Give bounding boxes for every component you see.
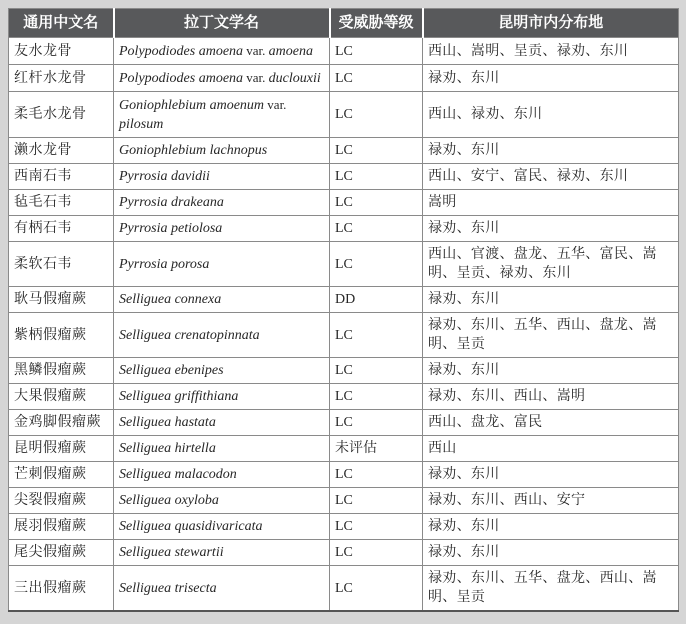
distribution-cell: 西山、禄劝、东川 [423,92,679,138]
latin-name-cell: Selliguea oxyloba [114,488,330,514]
table-row [9,410,679,436]
threat-level-cell: LC [330,138,423,164]
threat-level-cell: LC [330,242,423,287]
latin-name-cell: Pyrrosia petiolosa [114,216,330,242]
threat-level-cell: LC [330,216,423,242]
header-threat-level: 受威胁等级 [330,9,423,38]
common-name-cell: 柔毛水龙骨 [9,92,114,138]
threat-level-cell: LC [330,38,423,65]
distribution-cell: 西山、嵩明、呈贡、禄劝、东川 [423,38,679,65]
common-name-cell: 三出假瘤蕨 [9,566,114,612]
latin-name-cell: Selliguea malacodon [114,462,330,488]
latin-name-cell: Polypodiodes amoena var. duclouxii [114,65,330,92]
table-row [9,436,679,462]
common-name-cell: 紫柄假瘤蕨 [9,313,114,358]
common-name-cell: 红杆水龙骨 [9,65,114,92]
distribution-cell: 禄劝、东川 [423,462,679,488]
distribution-cell: 禄劝、东川、五华、西山、盘龙、嵩明、呈贡 [423,313,679,358]
latin-name-cell: Goniophlebium lachnopus [114,138,330,164]
common-name-cell: 大果假瘤蕨 [9,384,114,410]
distribution-cell: 西山、官渡、盘龙、五华、富民、嵩明、呈贡、禄劝、东川 [423,242,679,287]
common-name-cell: 金鸡脚假瘤蕨 [9,410,114,436]
distribution-cell: 禄劝、东川 [423,358,679,384]
distribution-cell: 禄劝、东川、西山、嵩明 [423,384,679,410]
common-name-cell: 有柄石韦 [9,216,114,242]
latin-name-cell: Polypodiodes amoena var. amoena [114,38,330,65]
latin-name-cell: Selliguea griffithiana [114,384,330,410]
latin-name-cell: Selliguea quasidivaricata [114,514,330,540]
header-common-name: 通用中文名 [9,9,114,38]
threat-level-cell: LC [330,410,423,436]
distribution-cell: 西山、盘龙、富民 [423,410,679,436]
table-row [9,358,679,384]
latin-name-cell: Selliguea crenatopinnata [114,313,330,358]
common-name-cell: 昆明假瘤蕨 [9,436,114,462]
latin-name-cell: Goniophlebium amoenum var. pilosum [114,92,330,138]
threat-level-cell: LC [330,488,423,514]
latin-name-cell: Pyrrosia davidii [114,164,330,190]
distribution-cell: 西山、安宁、富民、禄劝、东川 [423,164,679,190]
common-name-cell: 黑鳞假瘤蕨 [9,358,114,384]
table-body [9,38,679,612]
distribution-cell: 禄劝、东川 [423,514,679,540]
threat-level-cell: LC [330,358,423,384]
common-name-cell: 展羽假瘤蕨 [9,514,114,540]
threat-level-cell: LC [330,313,423,358]
distribution-cell: 禄劝、东川 [423,540,679,566]
distribution-cell: 禄劝、东川、五华、盘龙、西山、嵩明、呈贡 [423,566,679,612]
distribution-cell: 禄劝、东川、西山、安宁 [423,488,679,514]
threat-level-cell: LC [330,190,423,216]
latin-name-cell: Pyrrosia drakeana [114,190,330,216]
threat-level-cell: LC [330,65,423,92]
common-name-cell: 尖裂假瘤蕨 [9,488,114,514]
latin-name-cell: Selliguea trisecta [114,566,330,612]
table-row [9,540,679,566]
common-name-cell: 芒刺假瘤蕨 [9,462,114,488]
threat-level-cell: 未评估 [330,436,423,462]
species-table [8,8,679,612]
table-row [9,138,679,164]
header-row [9,9,679,38]
table-row [9,190,679,216]
threat-level-cell: LC [330,384,423,410]
latin-name-cell: Selliguea connexa [114,287,330,313]
distribution-cell: 禄劝、东川 [423,138,679,164]
common-name-cell: 西南石韦 [9,164,114,190]
distribution-cell: 禄劝、东川 [423,287,679,313]
common-name-cell: 友水龙骨 [9,38,114,65]
distribution-cell: 禄劝、东川 [423,65,679,92]
distribution-cell: 西山 [423,436,679,462]
threat-level-cell: LC [330,566,423,612]
table-row [9,65,679,92]
table-row [9,384,679,410]
table-row [9,287,679,313]
threat-level-cell: LC [330,164,423,190]
latin-name-cell: Selliguea hirtella [114,436,330,462]
threat-level-cell: LC [330,462,423,488]
common-name-cell: 柔软石韦 [9,242,114,287]
common-name-cell: 尾尖假瘤蕨 [9,540,114,566]
header-latin-name: 拉丁文学名 [114,9,330,38]
threat-level-cell: DD [330,287,423,313]
table-row [9,38,679,65]
distribution-cell: 嵩明 [423,190,679,216]
common-name-cell: 濑水龙骨 [9,138,114,164]
table-row [9,216,679,242]
table-row [9,92,679,138]
table-row [9,462,679,488]
table-row [9,313,679,358]
threat-level-cell: LC [330,514,423,540]
header-distribution: 昆明市内分布地 [423,9,679,38]
threat-level-cell: LC [330,540,423,566]
table-row [9,566,679,612]
distribution-cell: 禄劝、东川 [423,216,679,242]
table-row [9,514,679,540]
table-row [9,164,679,190]
common-name-cell: 毡毛石韦 [9,190,114,216]
table-header [9,9,679,38]
latin-name-cell: Selliguea stewartii [114,540,330,566]
threat-level-cell: LC [330,92,423,138]
species-table-container [8,8,678,612]
table-row [9,488,679,514]
latin-name-cell: Pyrrosia porosa [114,242,330,287]
common-name-cell: 耿马假瘤蕨 [9,287,114,313]
table-row [9,242,679,287]
latin-name-cell: Selliguea ebenipes [114,358,330,384]
latin-name-cell: Selliguea hastata [114,410,330,436]
